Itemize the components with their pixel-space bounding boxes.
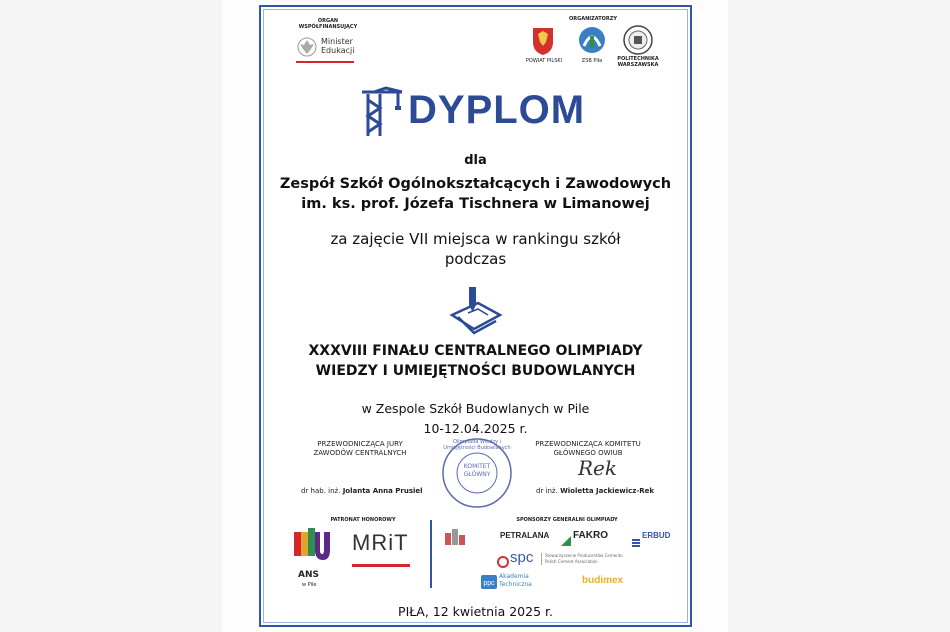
event-line-1: XXXVIII FINAŁU CENTRALNEGO OLIMPIADY (308, 343, 643, 359)
petralana-logo: PETRALANA (500, 531, 550, 540)
eagle-emblem-icon (296, 36, 318, 62)
ans-city: w Pile (302, 582, 317, 588)
zsb-logo-icon (578, 26, 606, 58)
venue-text: w Zespole Szkół Budowlanych w Pile (361, 401, 590, 416)
diploma-title: DYPLOM (408, 88, 586, 132)
footer-place-date: PIŁA, 12 kwietnia 2025 r. (398, 604, 553, 619)
jury-right-title: PRZEWODNICZĄCA KOMITETU GŁÓWNEGO OWIUB (535, 440, 641, 457)
dla-text: dla (464, 153, 487, 168)
organizers-label: ORGANIZATORZY (569, 16, 617, 22)
erbud-logo: ERBUD (642, 531, 671, 540)
jury-left-name-line (301, 487, 431, 495)
minister-red-stripe (296, 61, 354, 63)
mrit-logo: MRiT (352, 530, 409, 555)
org2-label: ZSB Piła (581, 58, 603, 64)
budimex-logo: budimex (582, 575, 624, 586)
ans-logo-icon (292, 524, 332, 572)
jury-left-prefix: dr hab. inż. (301, 487, 341, 495)
politechnika-seal-icon (623, 25, 653, 59)
akademia-mark-icon (481, 574, 497, 593)
jury-left-name: Jolanta Anna Prusiel (342, 487, 423, 495)
signature: Rek (578, 456, 618, 480)
spc-description: Stowarzyszenie Producentów Cementu Polish Cement Association (541, 553, 623, 565)
fakro-logo: FAKRO (573, 530, 608, 541)
stamp-center-text: KOMITET GŁÓWNY (463, 463, 491, 478)
ans-label: ANS (298, 570, 319, 580)
blueprint-icon (448, 285, 504, 341)
patronage-label: PATRONAT HONOROWY (330, 517, 396, 523)
akademia-label: Akademia Techniczna (499, 573, 532, 588)
stamp-ring-text: Olimpiada Wiedzy i Umiejętności Budowlanych (443, 439, 511, 451)
rank-line-2: podczas (444, 250, 507, 268)
svg-text:ppc: ppc (483, 580, 495, 587)
crane-icon (360, 86, 404, 142)
patronage-divider (430, 520, 432, 588)
spc-mark-icon (497, 553, 509, 572)
jury-right-name: Wioletta Jackiewicz-Rek (560, 487, 655, 495)
powiat-crest-icon (531, 26, 555, 60)
organ-label: ORGAN WSPÓŁFINANSUJĄCY (298, 18, 358, 30)
org1-label: POWIAT PILSKI (525, 58, 563, 64)
school-line-2: im. ks. prof. Józefa Tischnera w Limanowej (301, 196, 650, 212)
jury-left-title: PRZEWODNICZĄCA JURY ZAWODÓW CENTRALNYCH (313, 440, 407, 457)
committee-stamp (440, 436, 514, 510)
org3-label: POLITECHNIKA WARSZAWSKA (617, 56, 659, 68)
minister-label: Minister Edukacji (321, 37, 355, 55)
rank-line-1: za zajęcie VII miejsca w rankingu szkół (330, 230, 621, 248)
mrit-red-stripe (352, 564, 410, 567)
erbud-mark-icon (632, 532, 640, 551)
jury-right-name-line (536, 487, 686, 495)
fakro-arrow-icon (561, 531, 571, 550)
event-line-2: WIEDZY I UMIEJĘTNOŚCI BUDOWLANYCH (315, 363, 636, 379)
dates-text: 10-12.04.2025 r. (423, 421, 528, 436)
sponsors-label: SPONSORZY GENERALNI OLIMPIADY (516, 517, 618, 523)
building-logo-icon (444, 527, 468, 551)
jury-right-prefix: dr inż. (536, 487, 558, 495)
spc-logo: spc (510, 549, 534, 566)
school-line-1: Zespół Szkół Ogólnokształcących i Zawodowych (279, 176, 672, 192)
